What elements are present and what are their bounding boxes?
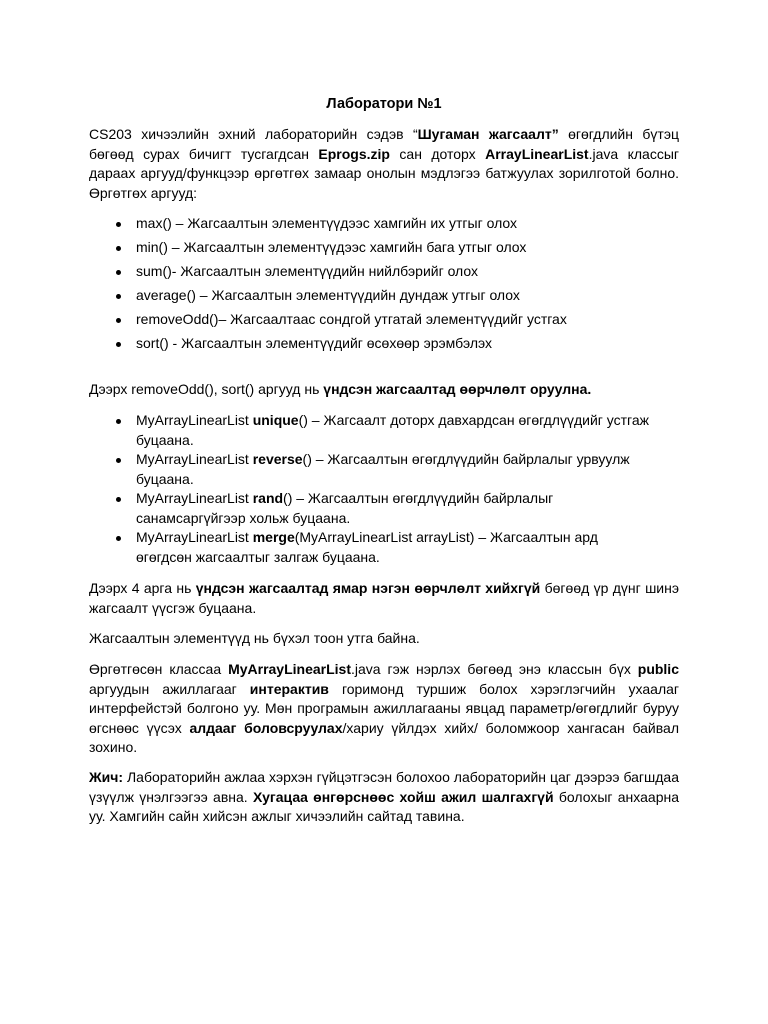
method-name-bold: rand [252, 490, 284, 506]
list-item-text: removeOdd()– Жагсаалтаас сондгой утгатай элементүүдийг устгах [136, 311, 567, 327]
list-item [89, 286, 689, 310]
bullet-icon [116, 497, 121, 502]
note2-bold: үндсэн жагсаалтад ямар нэгэн өөрчлөлт хийхгүй [195, 580, 541, 596]
intro-class-bold: ArrayLinearList [485, 145, 589, 162]
note1-bold: үндсэн жагсаалтад өөрчлөлт оруулна. [323, 381, 592, 397]
intro-text-4: .java классыг дараах аргууд/функцээр өргөтгөх замаар онолын мэдлэгээ батжуулах зорилготой болно. Өргөтгөх аргууд: [89, 145, 679, 201]
item-desc: (MyArrayLinearList arrayList) – Жагсаалтын ард өгөгдсөн жагсаалтыг залгаж буцаана. [136, 529, 598, 565]
item-desc: () – Жагсаалтын өгөгдлүүдийн байрлалыг урвуулж буцаана. [136, 451, 630, 487]
item-prefix: MyArrayLinearList [136, 451, 253, 467]
method-name-bold: unique [252, 412, 299, 428]
req-text-1: Өргөтгөсөн классаа [89, 661, 229, 677]
list-item [89, 238, 689, 262]
footnote-deadline-bold: Хугацаа өнгөрснөөс хойш ажил шалгахгүй [252, 788, 554, 805]
bullet-icon [116, 222, 121, 227]
intro-text-2: өгөгдлийн бүтэц бөгөөд сурах бичигт тусгагдсан [89, 126, 679, 162]
note-nonmodifying-methods [89, 579, 679, 618]
bullet-icon [116, 419, 121, 424]
methods-list [89, 214, 689, 358]
req-public-bold: public [637, 661, 679, 677]
bullet-icon [116, 246, 121, 251]
note-integer-values: Жагсаалтын элементүүд нь бүхэл тоон утга байна. [89, 630, 420, 646]
bullet-icon [116, 458, 121, 463]
list-item [89, 450, 649, 489]
note2-text-2: бөгөөд үр дүнг шинэ жагсаалт үүсгэж буцаана. [89, 580, 679, 616]
list-item [89, 489, 649, 528]
note-modifying-methods [89, 380, 679, 400]
list-item-text: average() – Жагсаалтын элементүүдийн дундаж утгыг олох [136, 287, 520, 303]
req-error-bold: алдааг боловсруулах [189, 719, 343, 736]
item-prefix: MyArrayLinearList [136, 529, 253, 545]
footnote-paragraph [89, 768, 679, 827]
req-text-3: аргуудын ажиллагааг [89, 680, 250, 697]
req-text-5: /хариу үйлдэх хийх/ боломжоор хангасан байвал зохино. [89, 719, 679, 755]
note1-text: Дээрх removeOdd(), sort() аргууд нь [89, 381, 324, 397]
intro-text-3: сан доторх [389, 145, 486, 162]
item-desc: () – Жагсаалт доторх давхардсан өгөгдлүүдийг устгаж буцаана. [136, 412, 649, 448]
extra-methods-list [89, 411, 649, 567]
req-text-2: .java гэж нэрлэх бөгөөд энэ классын бүх [351, 661, 638, 677]
page-title: Лаборатори №1 [326, 96, 442, 112]
list-item-text: min() – Жагсаалтын элементүүдээс хамгийн бага утгыг олох [136, 239, 527, 255]
list-item [89, 214, 689, 238]
method-name-bold: merge [252, 529, 295, 545]
intro-zip-bold: Eprogs.zip [318, 145, 390, 162]
req-interactive-bold: интерактив [249, 680, 329, 697]
bullet-icon [116, 270, 121, 275]
footnote-text-1: Лабораторийн ажлаа хэрхэн гүйцэтгэсэн болохоо лабораторийн цаг дээрээ багшдаа үзүүлж үнэлгээгээ авна. [89, 769, 679, 805]
req-class-bold: MyArrayLinearList [228, 661, 351, 677]
bullet-icon [116, 318, 121, 323]
list-item [89, 262, 689, 286]
bullet-icon [116, 294, 121, 299]
item-prefix: MyArrayLinearList [136, 490, 253, 506]
item-desc: () – Жагсаалтын өгөгдлүүдийн байрлалыг санамсаргүйгээр хольж буцаана. [136, 490, 554, 526]
footnote-text-2: болохыг анхаарна уу. Хамгийн сайн хийсэн ажлыг хичээлийн сайтад тавина. [89, 788, 680, 824]
list-item [89, 310, 689, 334]
intro-paragraph [89, 125, 679, 203]
list-item [89, 411, 649, 450]
requirements-paragraph [89, 660, 679, 758]
bullet-icon [116, 536, 121, 541]
list-item-text: sort() - Жагсаалтын элементүүдийг өсөхөөр эрэмбэлэх [136, 335, 492, 351]
intro-topic-bold: Шугаман жагсаалт” [417, 126, 559, 142]
method-name-bold: reverse [252, 451, 303, 467]
footnote-label-bold: Жич: [89, 769, 124, 785]
note2-text-1: Дээрх 4 арга нь [89, 580, 196, 596]
item-prefix: MyArrayLinearList [136, 412, 253, 428]
bullet-icon [116, 342, 121, 347]
list-item-text: sum()- Жагсаалтын элементүүдийн нийлбэрийг олох [136, 263, 479, 279]
list-item [89, 528, 649, 567]
req-text-4: горимонд туршиж болох хэрэглэгчийн ухаалаг интерфейстэй болгоно уу. Мөн програмын ажиллагааны явцад параметр/өгөгдлийг буруу өгснөөс үүсэх [89, 680, 680, 736]
intro-text-1: CS203 хичээлийн эхний лабораторийн сэдэв “ [89, 126, 418, 142]
list-item [89, 334, 689, 358]
list-item-text: max() – Жагсаалтын элементүүдээс хамгийн их утгыг олох [136, 215, 518, 231]
